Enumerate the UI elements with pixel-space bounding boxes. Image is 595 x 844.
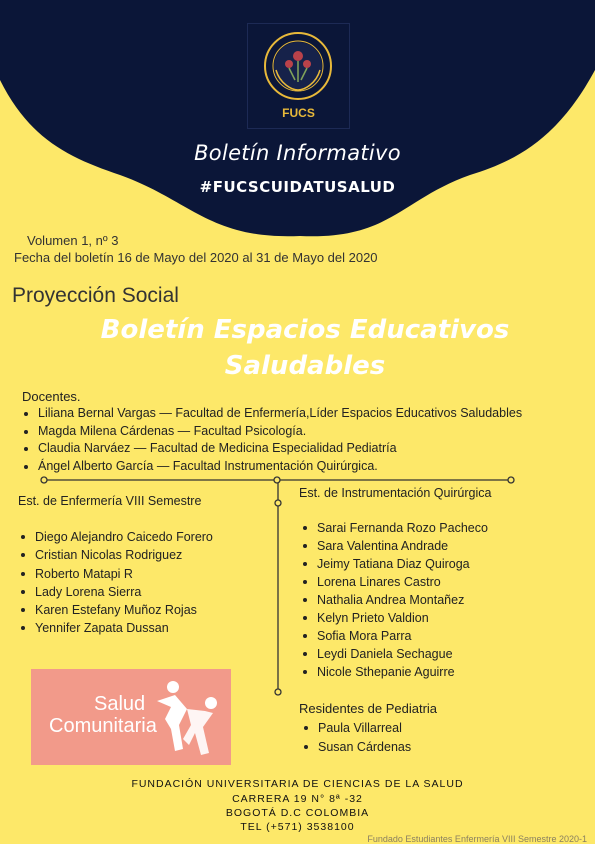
footer-credit: Fundado Estudiantes Enfermería VIII Semestre 2020-1: [367, 834, 587, 844]
docentes-heading: Docentes.: [22, 389, 81, 404]
list-item: Kelyn Prieto Valdion: [303, 609, 583, 627]
list-item: Lady Lorena Sierra: [21, 583, 271, 601]
list-item: Nicole Sthepanie Aguirre: [303, 663, 583, 681]
instrumentacion-list: [303, 519, 583, 681]
residentes-heading: Residentes de Pediatria: [299, 701, 438, 716]
dancing-figures-icon: [153, 679, 225, 757]
list-item: Sarai Fernanda Rozo Pacheco: [303, 519, 583, 537]
section-heading: Proyección Social: [12, 284, 179, 307]
list-item: Cristian Nicolas Rodriguez: [21, 546, 271, 564]
footer-line: TEL (+571) 3538100: [240, 821, 355, 833]
main-title-line-2: Saludables: [224, 351, 386, 381]
list-item: Susan Cárdenas: [304, 738, 554, 757]
main-title-line-1: Boletín Espacios Educativos: [100, 315, 510, 345]
list-item: Roberto Matapi R: [21, 565, 271, 583]
volume-number: Volumen 1, nº 3: [27, 233, 119, 248]
list-item: Paula Villarreal: [304, 719, 554, 738]
salud-comunitaria-logo: [31, 669, 231, 765]
footer-line: BOGOTÁ D.C COLOMBIA: [225, 807, 370, 819]
bulletin-dates: Fecha del boletín 16 de Mayo del 2020 al 31 de Mayo del 2020: [14, 250, 378, 265]
instrumentacion-heading: Est. de Instrumentación Quirúrgica: [299, 486, 492, 500]
footer-line: CARRERA 19 N° 8ª -32: [232, 793, 363, 805]
list-item: Lorena Linares Castro: [303, 573, 583, 591]
footer-line: FUNDACIÓN UNIVERSITARIA DE CIENCIAS DE LA SALUD: [131, 778, 464, 790]
list-item: Jeimy Tatiana Diaz Quiroga: [303, 555, 583, 573]
university-seal-icon: [262, 30, 334, 102]
list-item: Yennifer Zapata Dussan: [21, 619, 271, 637]
list-item: Liliana Bernal Vargas — Facultad de Enfermería,Líder Espacios Educativos Saludables: [24, 405, 584, 423]
salud-logo-line-2: Comunitaria: [49, 715, 157, 737]
list-item: Leydi Daniela Sechague: [303, 645, 583, 663]
residentes-list: [304, 719, 554, 757]
salud-logo-line-1: Salud: [94, 693, 146, 715]
docentes-list: [24, 405, 584, 475]
fucs-logo: [247, 23, 350, 129]
main-title: [60, 312, 550, 384]
hashtag: #FUCSCUIDATUSALUD: [199, 178, 396, 196]
list-item: Karen Estefany Muñoz Rojas: [21, 601, 271, 619]
list-item: Ángel Alberto García — Facultad Instrumentación Quirúrgica.: [24, 458, 584, 476]
list-item: Nathalia Andrea Montañez: [303, 591, 583, 609]
enfermeria-list: [21, 528, 271, 638]
enfermeria-heading: Est. de Enfermería VIII Semestre: [18, 494, 202, 508]
bulletin-title: Boletín Informativo: [194, 141, 401, 165]
list-item: Sara Valentina Andrade: [303, 537, 583, 555]
list-item: Sofia Mora Parra: [303, 627, 583, 645]
list-item: Diego Alejandro Caicedo Forero: [21, 528, 271, 546]
list-item: Claudia Narváez — Facultad de Medicina Especialidad Pediatría: [24, 440, 584, 458]
list-item: Magda Milena Cárdenas — Facultad Psicología.: [24, 423, 584, 441]
logo-label: FUCS: [282, 106, 315, 120]
